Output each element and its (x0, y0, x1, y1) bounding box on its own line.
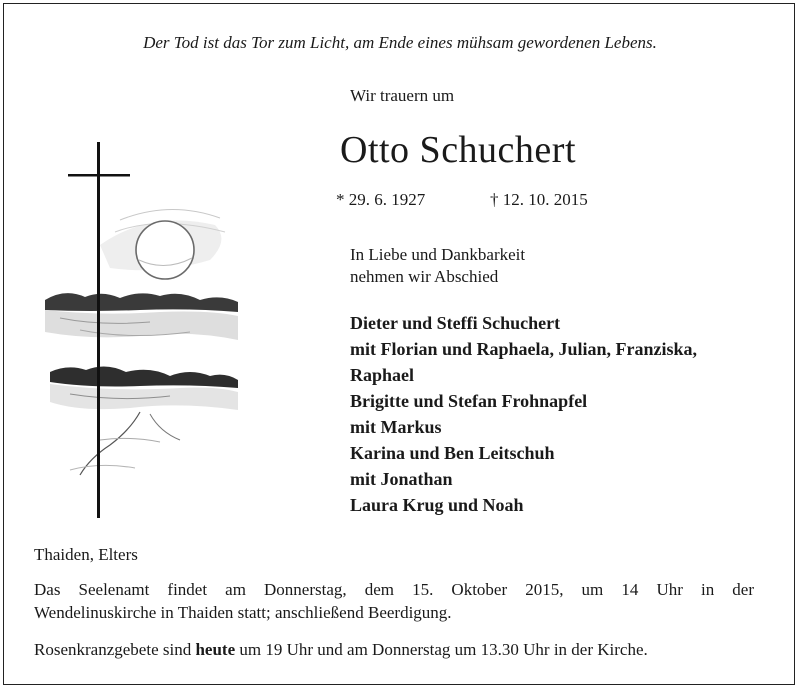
death-date: † 12. 10. 2015 (490, 190, 588, 209)
prayer-notice (34, 640, 648, 660)
intro-text: Wir trauern um (350, 86, 455, 105)
service-notice-line: Das Seelenamt findet am Donnerstag, dem 15. Oktober 2015, um 14 Uhr in der (34, 580, 754, 599)
cross-landscape-illustration (40, 140, 240, 520)
mourner-line: Dieter und Steffi Schuchert (350, 313, 561, 333)
deceased-name: Otto Schuchert (340, 129, 577, 171)
sun-icon (136, 221, 194, 279)
place-names: Thaiden, Elters (34, 545, 138, 564)
mourner-line: mit Jonathan (350, 469, 453, 489)
mourner-line: Raphael (350, 365, 415, 385)
farewell-line: nehmen wir Abschied (350, 267, 499, 286)
mourner-line: Brigitte und Stefan Frohnapfel (350, 391, 588, 411)
mourner-line: mit Markus (350, 417, 442, 437)
prayer-text-after: um 19 Uhr und am Donnerstag um 13.30 Uhr in der Kirche. (235, 640, 648, 659)
farewell-text (350, 244, 525, 288)
motto-quote: Der Tod ist das Tor zum Licht, am Ende eines mühsam gewordenen Lebens. (143, 33, 657, 52)
mourner-line: mit Florian und Raphaela, Julian, Franziska, (350, 339, 698, 359)
mourner-line: Laura Krug und Noah (350, 495, 524, 515)
prayer-emphasis: heute (195, 640, 236, 659)
farewell-line: In Liebe und Dankbarkeit (350, 245, 526, 264)
mourner-line: Karina und Ben Leitschuh (350, 443, 555, 463)
birth-date: * 29. 6. 1927 (336, 190, 426, 209)
service-notice-line: Wendelinuskirche in Thaiden statt; anschließend Beerdigung. (34, 603, 452, 622)
prayer-text-before: Rosenkranzgebete sind (34, 640, 196, 659)
mourners-list (350, 310, 697, 518)
service-notice (34, 578, 754, 624)
cross-icon (97, 142, 100, 518)
